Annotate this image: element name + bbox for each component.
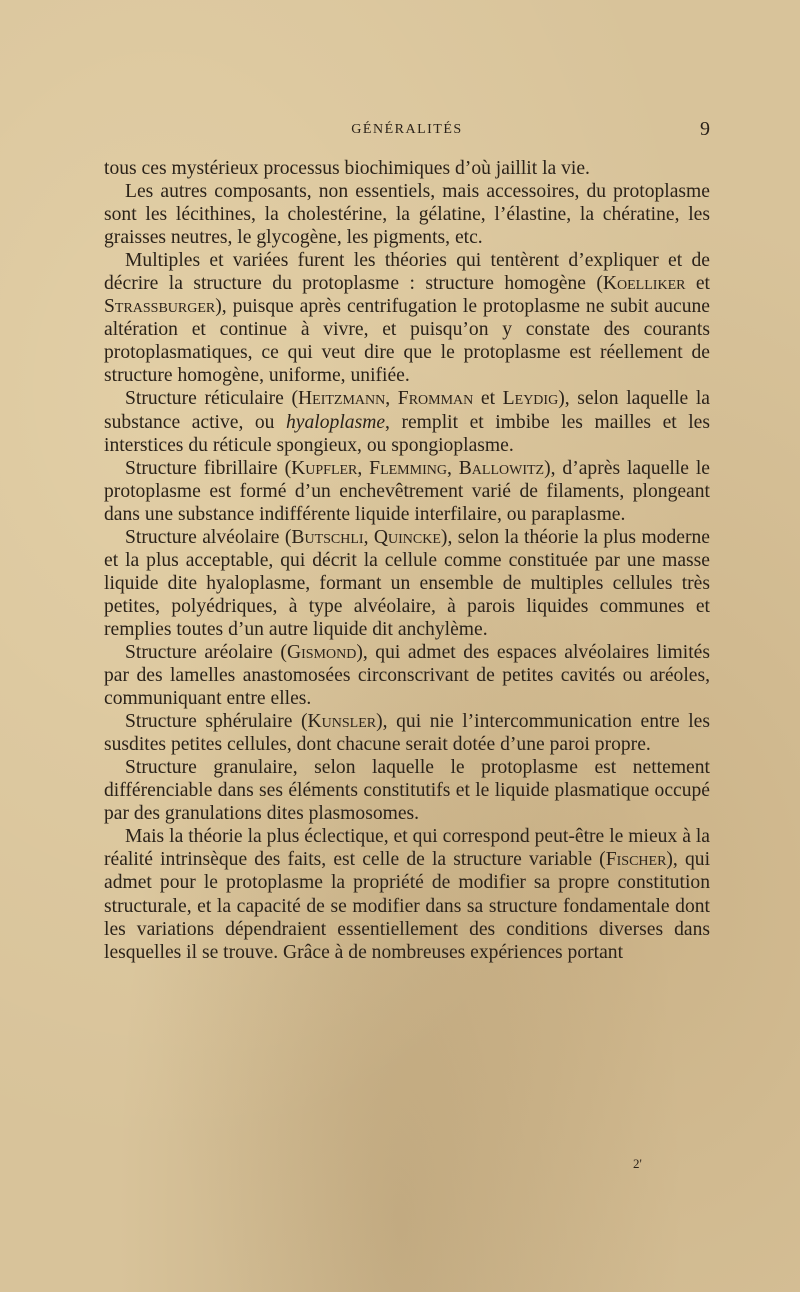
text-run: ), selon la théorie la plus moderne et la plus acceptable, qui décrit la cellule comme constituée par une masse liquide dite hyaloplasme, formant un ensemble de multiples cellules très petites, polyédriques, à type alvéolaire, à parois liquides communes et remplies toutes d’un autre liquide dit anchylème. (104, 526, 710, 640)
author-name: Fischer (605, 849, 667, 871)
page-number: 9 (700, 118, 710, 140)
text-run: ), d’après laquelle le protoplasme est formé d’un enchevêtrement varié de filaments, plongeant dans une substance indifférente liquide interfilaire, ou paraplasme. (104, 457, 710, 525)
running-head: GÉNÉRALITÉS (351, 122, 463, 137)
text-run: Les autres composants, non essentiels, mais accessoires, du protoplasme sont les lécithines, la cholestérine, la gélatine, l’élastine, la chératine, les graisses neutres, le glycogène, les pigments, etc. (104, 181, 710, 249)
body-text (104, 157, 710, 964)
author-name: Flemming (369, 457, 447, 479)
paragraph (104, 249, 710, 387)
author-name: Gismond (286, 641, 357, 663)
text-run: , (385, 388, 398, 410)
text-run: Mais la théorie la plus éclectique, et qui correspond peut-être le mieux à la réalité intrinsèque des faits, est celle de la structure variable ( (104, 826, 710, 871)
text-run: ), qui admet pour le protoplasme la propriété de modifier sa propre constitution structurale, et la capacité de se modifier dans sa structure fondamentale dont les variations dépendraient essentiellement des conditions diverses dans lesquelles il se trouve. Grâce à de nombreuses expériences portant (104, 849, 711, 963)
text-run: , remplit et imbibe les mailles et les interstices du réticule spongieux, ou spongioplasme. (104, 411, 710, 456)
author-name: Koelliker (602, 273, 686, 295)
text-run: Multiples et variées furent les théories qui tentèrent d’expliquer et de décrire la structure du protoplasme : structure homogène ( (104, 250, 710, 295)
text-run: , (357, 457, 370, 479)
text-run: Structure fibrillaire ( (125, 457, 292, 479)
author-name: Fromman (397, 388, 474, 410)
emphasis-term: hyaloplasme (286, 411, 386, 433)
text-run: ), puisque après centrifugation le protoplasme ne subit aucune altération et continue à vivre, et puisqu’on y constate des courants protoplasmatiques, ce qui veut dire que le protoplasme est réellement de structure homogène, uniforme, unifiée. (104, 296, 710, 387)
author-name: Quincke (373, 526, 441, 548)
text-run: , (446, 457, 459, 479)
text-run: ), selon laquelle la substance active, ou (104, 388, 711, 433)
page-header (104, 118, 710, 144)
paragraph (104, 387, 710, 456)
paragraph (104, 526, 710, 641)
text-run: Structure sphérulaire ( (125, 711, 308, 733)
text-run: Structure granulaire, selon laquelle le protoplasme est nettement différenciable dans ses éléments constitutifs et le liquide plasmatique occupé par des granulations dites plasmosomes. (104, 757, 710, 825)
author-name: Heitzmann (298, 388, 386, 410)
author-name: Leydig (502, 388, 559, 410)
author-name: Strassburger (104, 296, 216, 318)
paragraph (104, 756, 710, 825)
text-run: Structure réticulaire ( (125, 388, 299, 410)
text-run: Structure alvéolaire ( (125, 526, 292, 548)
paragraph (104, 641, 710, 710)
author-name: Butschli (291, 526, 364, 548)
author-name: Kupfler (291, 457, 358, 479)
paragraph (104, 157, 710, 180)
text-run: Structure aréolaire ( (125, 641, 287, 663)
signature-mark: 2' (633, 1156, 642, 1171)
paragraph (104, 825, 710, 963)
text-run: et (473, 388, 503, 410)
paragraph (104, 457, 710, 526)
text-run: , (363, 526, 374, 548)
text-run: ), qui admet des espaces alvéolaires limités par des lamelles anastomosées circonscrivant de petites cavités ou aréoles, communiquant entre elles. (104, 641, 710, 710)
text-run: tous ces mystérieux processus biochimiques d’où jaillit la vie. (104, 158, 590, 179)
author-name: Ballowitz (458, 457, 545, 479)
author-name: Kunsler (307, 711, 377, 733)
text-run: ), qui nie l’intercommunication entre les susdites petites cellules, dont chacune serait dotée d’une paroi propre. (104, 711, 711, 756)
paragraph (104, 710, 710, 756)
paragraph (104, 180, 710, 249)
text-run: et (685, 273, 710, 295)
